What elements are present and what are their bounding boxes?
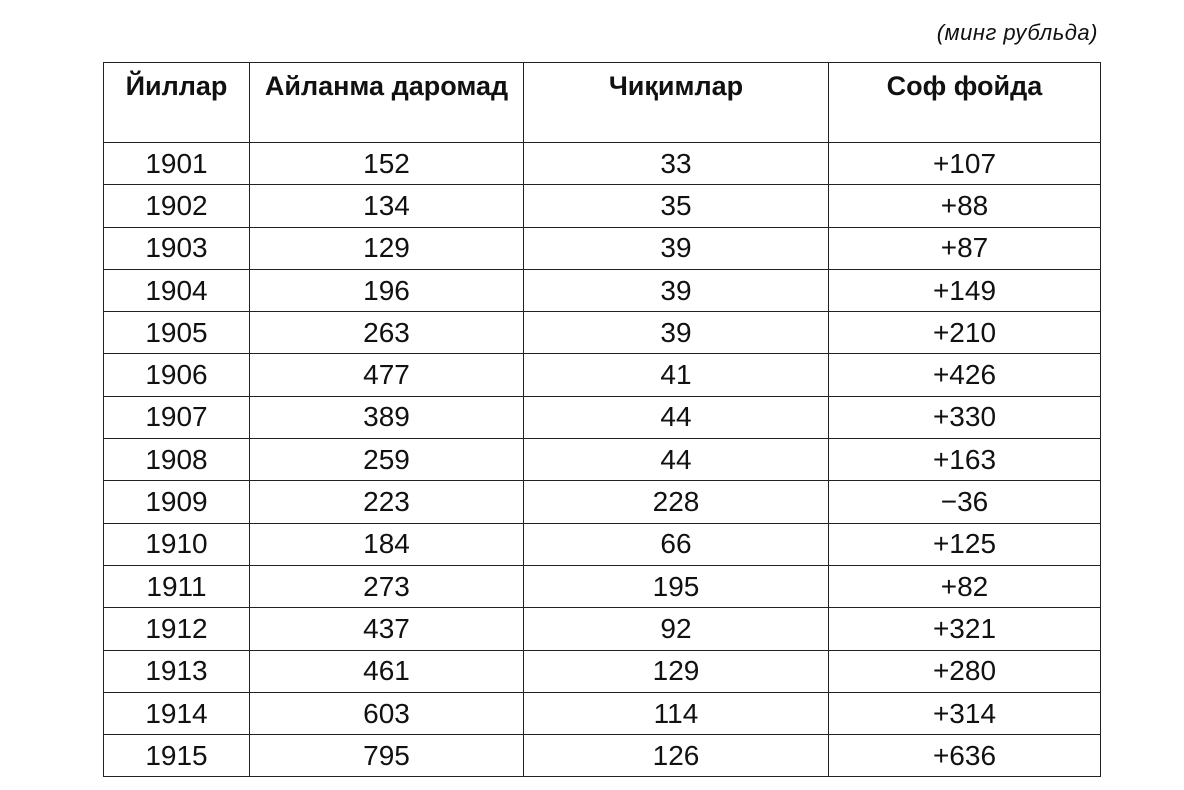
cell-net-profit: +330 — [829, 396, 1101, 438]
cell-turnover-income: 129 — [250, 227, 524, 269]
cell-net-profit: +107 — [829, 143, 1101, 185]
header-expenses: Чиқимлар — [524, 63, 829, 143]
cell-year: 1906 — [104, 354, 250, 396]
cell-turnover-income: 603 — [250, 692, 524, 734]
cell-net-profit: +426 — [829, 354, 1101, 396]
cell-net-profit: −36 — [829, 481, 1101, 523]
cell-turnover-income: 259 — [250, 439, 524, 481]
cell-expenses: 35 — [524, 185, 829, 227]
cell-net-profit: +125 — [829, 523, 1101, 565]
cell-expenses: 66 — [524, 523, 829, 565]
cell-net-profit: +149 — [829, 269, 1101, 311]
table-row — [104, 608, 1101, 650]
cell-turnover-income: 134 — [250, 185, 524, 227]
cell-year: 1911 — [104, 565, 250, 607]
cell-expenses: 39 — [524, 227, 829, 269]
table-row — [104, 565, 1101, 607]
cell-net-profit: +88 — [829, 185, 1101, 227]
cell-year: 1908 — [104, 439, 250, 481]
cell-net-profit: +314 — [829, 692, 1101, 734]
cell-net-profit: +321 — [829, 608, 1101, 650]
cell-expenses: 39 — [524, 312, 829, 354]
cell-net-profit: +636 — [829, 735, 1101, 777]
cell-year: 1904 — [104, 269, 250, 311]
cell-turnover-income: 795 — [250, 735, 524, 777]
table-row — [104, 692, 1101, 734]
table-row — [104, 735, 1101, 777]
cell-expenses: 33 — [524, 143, 829, 185]
cell-net-profit: +163 — [829, 439, 1101, 481]
cell-turnover-income: 437 — [250, 608, 524, 650]
cell-expenses: 44 — [524, 396, 829, 438]
table-row — [104, 143, 1101, 185]
cell-expenses: 195 — [524, 565, 829, 607]
header-net-profit: Соф фойда — [829, 63, 1101, 143]
cell-expenses: 41 — [524, 354, 829, 396]
header-row — [104, 63, 1101, 143]
cell-expenses: 228 — [524, 481, 829, 523]
table-body — [104, 143, 1101, 777]
cell-year: 1913 — [104, 650, 250, 692]
table-row — [104, 227, 1101, 269]
cell-net-profit: +210 — [829, 312, 1101, 354]
table-row — [104, 269, 1101, 311]
cell-net-profit: +82 — [829, 565, 1101, 607]
cell-expenses: 129 — [524, 650, 829, 692]
cell-turnover-income: 184 — [250, 523, 524, 565]
cell-year: 1903 — [104, 227, 250, 269]
cell-year: 1901 — [104, 143, 250, 185]
header-years: Йиллар — [104, 63, 250, 143]
cell-year: 1902 — [104, 185, 250, 227]
table-row — [104, 650, 1101, 692]
table-row — [104, 523, 1101, 565]
header-turnover-income: Айланма даромад — [250, 63, 524, 143]
cell-turnover-income: 389 — [250, 396, 524, 438]
cell-turnover-income: 263 — [250, 312, 524, 354]
cell-turnover-income: 461 — [250, 650, 524, 692]
cell-turnover-income: 196 — [250, 269, 524, 311]
unit-note: (минг рубльда) — [936, 20, 1098, 45]
cell-year: 1910 — [104, 523, 250, 565]
table-row — [104, 312, 1101, 354]
cell-year: 1905 — [104, 312, 250, 354]
cell-expenses: 39 — [524, 269, 829, 311]
cell-net-profit: +87 — [829, 227, 1101, 269]
cell-year: 1912 — [104, 608, 250, 650]
table-row — [104, 439, 1101, 481]
table-row — [104, 354, 1101, 396]
table-row — [104, 396, 1101, 438]
cell-year: 1914 — [104, 692, 250, 734]
table-row — [104, 481, 1101, 523]
cell-turnover-income: 477 — [250, 354, 524, 396]
cell-year: 1915 — [104, 735, 250, 777]
cell-year: 1909 — [104, 481, 250, 523]
cell-turnover-income: 273 — [250, 565, 524, 607]
cell-expenses: 126 — [524, 735, 829, 777]
cell-net-profit: +280 — [829, 650, 1101, 692]
table-row — [104, 185, 1101, 227]
cell-expenses: 92 — [524, 608, 829, 650]
cell-turnover-income: 152 — [250, 143, 524, 185]
cell-expenses: 114 — [524, 692, 829, 734]
data-table — [103, 62, 1101, 777]
cell-turnover-income: 223 — [250, 481, 524, 523]
cell-year: 1907 — [104, 396, 250, 438]
cell-expenses: 44 — [524, 439, 829, 481]
